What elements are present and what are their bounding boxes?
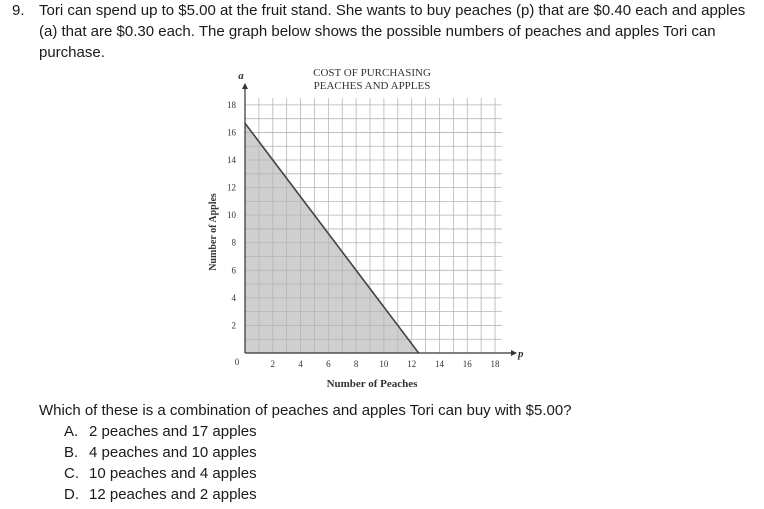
y-tick-label: 8	[231, 237, 236, 248]
y-axis-label: Number of Apples	[208, 193, 219, 271]
y-tick-label: 14	[227, 155, 236, 166]
x-axis-variable: p	[518, 348, 524, 360]
answer-choices	[64, 421, 257, 505]
choice-text: 4 peaches and 10 apples	[89, 444, 257, 461]
question-prompt: Which of these is a combination of peaches and apples Tori can buy with $5.00?	[39, 402, 572, 419]
y-tick-label: 12	[227, 182, 236, 193]
choice-letter: C.	[64, 465, 79, 482]
chart-title-line2: PEACHES AND APPLES	[313, 80, 431, 92]
x-axis-label: Number of Peaches	[326, 378, 418, 390]
x-tick-label: 12	[407, 359, 417, 369]
x-tick-label: 2	[270, 359, 276, 369]
x-tick-label: 14	[434, 359, 444, 369]
choice-text: 2 peaches and 17 apples	[89, 423, 257, 440]
question-text: Tori can spend up to $5.00 at the fruit stand. She wants to buy peaches (p) that are $0.40 each and apples (a) that are $0.30 each. The graph below shows the possible numbers of peaches and apples Tori can purchase.	[39, 2, 746, 61]
question-number: 9.	[12, 2, 25, 19]
y-tick-label: 6	[231, 265, 236, 276]
x-tick-label: 8	[353, 359, 359, 369]
chart-title-line1: COST OF PURCHASING	[313, 67, 431, 79]
choice-text: 10 peaches and 4 apples	[89, 465, 257, 482]
choice-text: 12 peaches and 2 apples	[89, 486, 257, 503]
cost-chart	[195, 60, 535, 395]
choice-letter: A.	[64, 423, 79, 440]
origin-label: 0	[234, 357, 240, 367]
y-tick-label: 18	[227, 99, 236, 110]
x-tick-label: 6	[326, 359, 331, 369]
x-axis-arrow	[511, 350, 517, 356]
y-axis-variable: a	[238, 70, 244, 82]
x-tick-label: 4	[298, 359, 303, 369]
choice-letter: D.	[64, 486, 79, 503]
y-tick-label: 16	[227, 127, 236, 138]
y-tick-label: 10	[227, 210, 236, 221]
choice-d[interactable]	[64, 484, 257, 505]
y-tick-label: 4	[231, 292, 236, 303]
y-axis-arrow	[242, 83, 248, 89]
choice-a[interactable]	[64, 421, 257, 442]
x-tick-label: 18	[490, 359, 500, 369]
choice-b[interactable]	[64, 442, 257, 463]
x-tick-label: 10	[379, 359, 389, 369]
choice-c[interactable]	[64, 463, 257, 484]
y-tick-label: 2	[231, 320, 236, 331]
x-tick-label: 16	[462, 359, 472, 369]
choice-letter: B.	[64, 444, 79, 461]
